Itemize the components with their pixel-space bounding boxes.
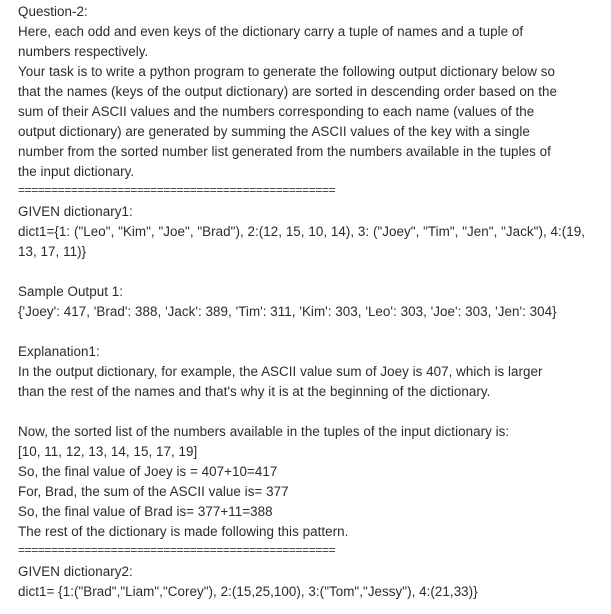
sorted-list-intro: Now, the sorted list of the numbers available in the tuples of the input dictionary is: [18, 424, 510, 439]
dict2-code-line: dict1= {1:("Brad","Liam","Corey"), 2:(15,25,100), 3:("Tom","Jessy"), 4:(21,33)} [18, 584, 478, 599]
task-line: sum of their ASCII values and the numbers corresponding to each name (values of the [18, 104, 535, 119]
intro-line: numbers respectively. [18, 44, 149, 59]
explanation-line: In the output dictionary, for example, the ASCII value sum of Joey is 407, which is larger [18, 364, 543, 379]
explanation-label: Explanation1: [18, 344, 100, 359]
explanation-line: than the rest of the names and that's why it is at the beginning of the dictionary. [18, 384, 491, 399]
dict1-code-line: dict1={1: ("Leo", "Kim", "Joe", "Brad"), 2:(12, 15, 10, 14), 3: ("Joey", "Tim", "Jen", "Jack"), 4:(19, [18, 224, 586, 239]
dict1-code-line: 13, 17, 11)} [18, 244, 87, 259]
task-line: number from the sorted number list generated from the numbers available in the tuples of [18, 144, 551, 159]
separator-line: ================================================ [18, 183, 336, 197]
separator-line: ================================================ [18, 543, 336, 557]
task-line: Your task is to write a python program to generate the following output dictionary below so [18, 64, 556, 79]
intro-line: Here, each odd and even keys of the dictionary carry a tuple of names and a tuple of [18, 24, 524, 39]
task-line: that the names (keys of the output dictionary) are sorted in descending order based on the [18, 84, 557, 99]
task-line: output dictionary) are generated by summing the ASCII values of the key with a single [18, 124, 530, 139]
calculation-step: The rest of the dictionary is made following this pattern. [18, 524, 349, 539]
sorted-list-value: [10, 11, 12, 13, 14, 15, 17, 19] [18, 444, 198, 459]
question-heading: Question-2: [18, 4, 88, 19]
given-dictionary2-label: GIVEN dictionary2: [18, 564, 133, 579]
calculation-step: So, the final value of Joey is = 407+10=417 [18, 464, 278, 479]
calculation-step: So, the final value of Brad is= 377+11=388 [18, 504, 273, 519]
sample-output-label: Sample Output 1: [18, 284, 124, 299]
given-dictionary1-label: GIVEN dictionary1: [18, 204, 133, 219]
calculation-step: For, Brad, the sum of the ASCII value is= 377 [18, 484, 289, 499]
sample-output-value: {'Joey': 417, 'Brad': 388, 'Jack': 389, 'Tim': 311, 'Kim': 303, 'Leo': 303, 'Joe': 303, 'Jen': 304} [18, 304, 557, 319]
task-line: the input dictionary. [18, 164, 135, 179]
